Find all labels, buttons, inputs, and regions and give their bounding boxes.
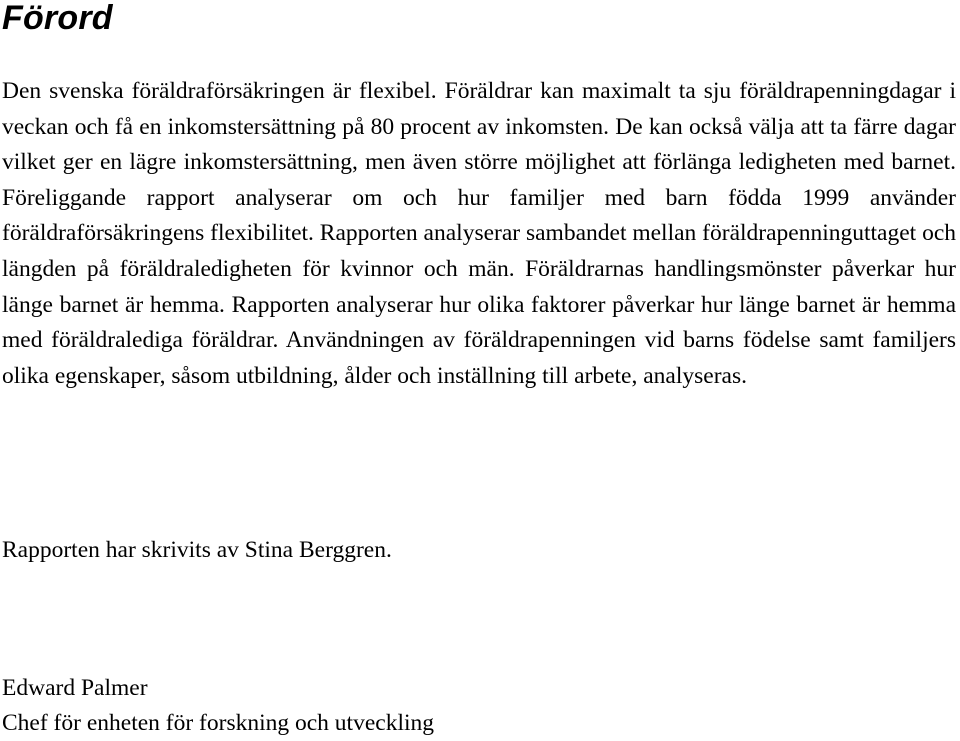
signature-block: [2, 671, 434, 741]
signature-name: Edward Palmer: [2, 675, 148, 701]
preface-paragraph: Den svenska föräldraförsäkringen är flexibel. Föräldrar kan maximalt ta sju föräldrapenningdagar i veckan och få en inkomstersättning på 80 procent av inkomsten. De kan också välja att ta färre dagar vilket ger en lägre inkomstersättning, men även större möjlighet att förlänga ledigheten med barnet. Föreliggande rapport analyserar om och hur familjer med barn födda 1999 använder föräldraförsäkringens flexibilitet. Rapporten analyserar sambandet mellan föräldrapenninguttaget och längden på föräldraledigheten för kvinnor och män. Föräldrarnas handlingsmönster påverkar hur länge barnet är hemma. Rapporten analyserar hur olika faktorer påverkar hur länge barnet är hemma med föräldralediga föräldrar. Användningen av föräldrapenningen vid barns födelse samt familjers olika egenskaper, såsom utbildning, ålder och inställning till arbete, analyseras.: [2, 78, 956, 389]
author-note: Rapporten har skrivits av Stina Berggren.: [2, 537, 392, 563]
signature-title: Chef för enheten för forskning och utveckling: [2, 710, 435, 736]
page-title: Förord: [2, 0, 113, 37]
